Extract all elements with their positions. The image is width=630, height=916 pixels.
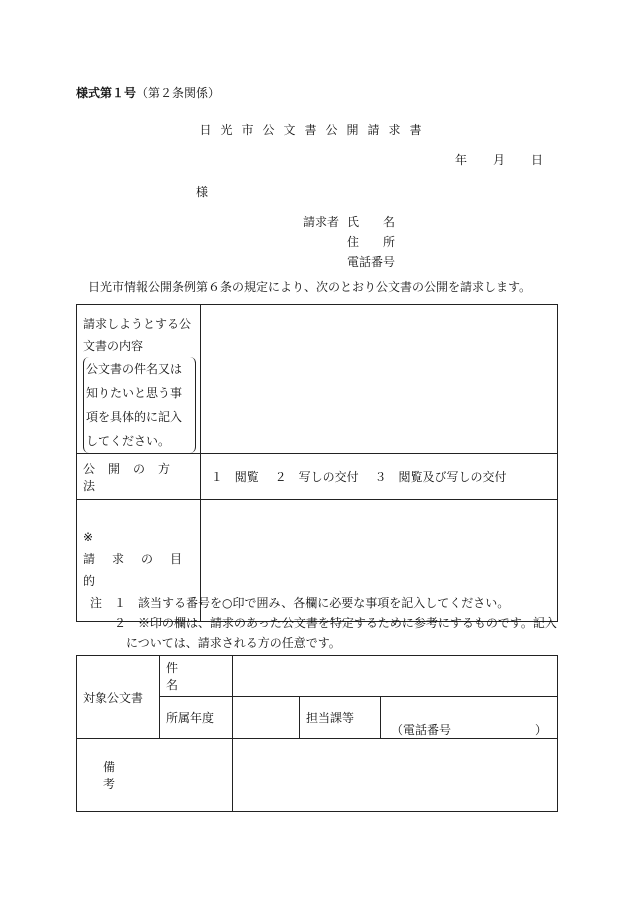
request-table bbox=[76, 304, 558, 622]
content-field[interactable] bbox=[200, 305, 557, 454]
method-label: 公開の方法 bbox=[77, 454, 201, 500]
note-line1: 注 １ 該当する番号を○印で囲み、各欄に必要な事項を記入してください。 bbox=[90, 596, 510, 610]
target-doc-label: 対象公文書 bbox=[77, 656, 160, 739]
requester-label: 請求者 bbox=[303, 215, 340, 229]
content-hint: 公文書の件名又は 知りたいと思う事 項を具体的に記入 してください。 bbox=[83, 357, 196, 453]
doc-name-field[interactable] bbox=[233, 656, 558, 697]
fiscal-year-field[interactable] bbox=[233, 697, 300, 739]
date-month: 月 bbox=[493, 153, 506, 167]
dept-phone[interactable]: （電話番号 ） bbox=[381, 697, 558, 739]
content-label-line2: 文書の内容 bbox=[83, 339, 144, 353]
note-line3: については、請求される方の任意です。 bbox=[126, 636, 341, 650]
form-relation: （第２条関係） bbox=[136, 86, 221, 100]
date-day: 日 bbox=[531, 153, 544, 167]
content-label-cell bbox=[77, 305, 201, 454]
page-title: 日光市公文書公開請求書 bbox=[199, 123, 431, 137]
notes bbox=[90, 593, 557, 653]
method-option-both[interactable]: ３ 閲覧及び写しの交付 bbox=[374, 470, 507, 484]
office-table bbox=[76, 655, 558, 812]
remarks-field[interactable] bbox=[233, 739, 558, 812]
note-line2: ２ ※印の欄は、請求のあった公文書を特定するために参考にするものです。記入 bbox=[114, 616, 557, 630]
intro-text: 日光市情報公開条例第６条の規定により、次のとおり公文書の公開を請求します。 bbox=[88, 280, 532, 294]
dept-label: 担当課等 bbox=[300, 697, 381, 739]
purpose-mark: ※ bbox=[83, 530, 94, 544]
addressee: 様 bbox=[196, 185, 209, 199]
remarks-label: 備考 bbox=[77, 739, 233, 812]
purpose-label: 請求の目的 bbox=[83, 552, 200, 588]
content-label-line1: 請求しようとする公 bbox=[83, 317, 192, 331]
method-option-view[interactable]: １ 閲覧 bbox=[210, 470, 259, 484]
method-options[interactable] bbox=[200, 454, 557, 500]
fiscal-year-label: 所属年度 bbox=[160, 697, 233, 739]
requester-address-label: 住 所 bbox=[347, 235, 396, 249]
date-line bbox=[455, 151, 569, 168]
doc-name-label: 件名 bbox=[160, 656, 233, 697]
method-option-copy[interactable]: ２ 写しの交付 bbox=[274, 470, 359, 484]
requester-phone-label: 電話番号 bbox=[347, 255, 396, 269]
form-number: 様式第１号（第２条関係） bbox=[76, 86, 221, 100]
requester-name-label: 氏 名 bbox=[347, 215, 396, 229]
date-year: 年 bbox=[455, 153, 468, 167]
